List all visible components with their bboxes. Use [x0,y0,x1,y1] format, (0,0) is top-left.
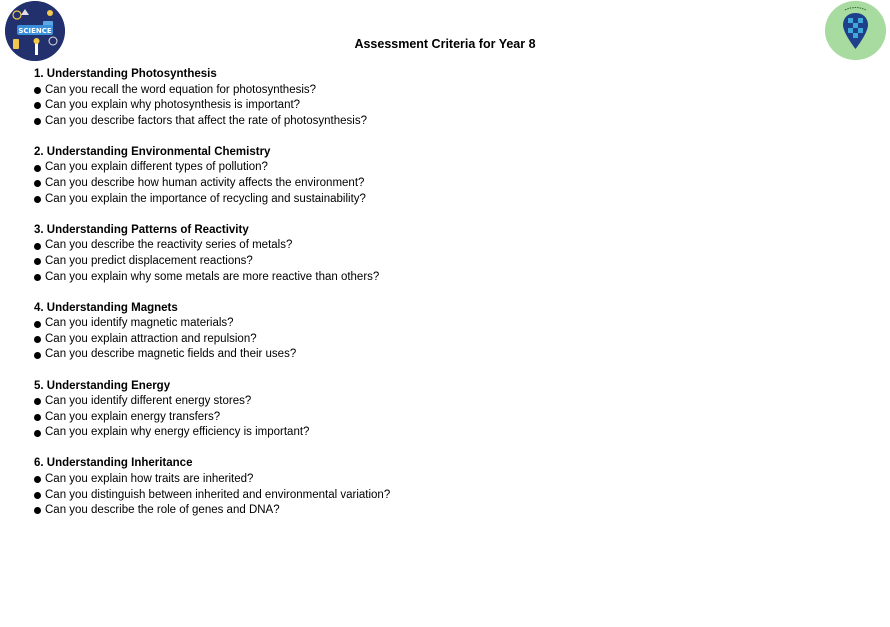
criteria-section [34,379,854,441]
criteria-section [34,223,854,285]
question-item [34,347,854,363]
section-heading: 1. Understanding Photosynthesis [34,68,217,80]
question-item [34,394,854,410]
bullet-icon [34,507,41,514]
criteria-section [34,67,854,129]
question-text: Can you explain why photosynthesis is important? [45,99,301,112]
bullet-icon [34,398,41,405]
question-item [34,192,854,208]
question-list [34,394,854,441]
question-item [34,176,854,192]
question-item [34,472,854,488]
question-text: Can you describe magnetic fields and their uses? [45,348,297,361]
criteria-section [34,301,854,363]
bullet-icon [34,118,41,125]
question-text: Can you distinguish between inherited and environmental variation? [45,488,391,501]
bullet-icon [34,414,41,421]
section-heading: 3. Understanding Patterns of Reactivity [34,223,249,236]
science-logo [5,1,65,61]
question-list [34,83,854,130]
question-list [34,238,854,285]
question-text: Can you describe factors that affect the rate of photosynthesis? [45,114,367,127]
bullet-icon [34,321,41,328]
science-logo-icon [5,1,65,61]
criteria-section [34,145,854,207]
question-text: Can you explain how traits are inherited? [45,472,254,485]
question-item [34,270,854,286]
criteria-section [34,456,854,518]
criteria-list [34,67,854,534]
bullet-icon [34,165,41,172]
question-item [34,238,854,254]
section-heading: 2. Understanding Environmental Chemistry [34,145,271,158]
question-text: Can you describe the reactivity series of metals? [45,239,293,252]
question-item [34,332,854,348]
question-text: Can you recall the word equation for photosynthesis? [45,83,317,96]
bullet-icon [34,180,41,187]
bullet-icon [34,274,41,281]
bullet-icon [34,336,41,343]
bullet-icon [34,352,41,359]
question-text: Can you describe the role of genes and DNA? [45,504,280,517]
question-text: Can you explain energy transfers? [45,410,221,423]
question-text: Can you explain the importance of recycling and sustainability? [45,192,366,205]
question-list [34,316,854,363]
section-heading: 4. Understanding Magnets [34,301,178,314]
question-item [34,83,854,99]
question-item [34,98,854,114]
bullet-icon [34,476,41,483]
bullet-icon [34,196,41,203]
bullet-icon [34,87,41,94]
question-list [34,472,854,519]
bullet-icon [34,243,41,250]
question-item [34,410,854,426]
bullet-icon [34,102,41,109]
question-text: Can you describe how human activity affects the environment? [45,177,365,190]
section-heading: 5. Understanding Energy [34,379,171,392]
question-item [34,114,854,130]
bullet-icon [34,492,41,499]
section-heading: 6. Understanding Inheritance [34,457,193,470]
question-item [34,488,854,504]
question-item [34,503,854,519]
question-text: Can you explain why energy efficiency is important? [45,426,310,439]
question-item [34,425,854,441]
question-item [34,160,854,176]
question-text: Can you explain different types of pollution? [45,161,268,174]
bullet-icon [34,258,41,265]
question-text: Can you predict displacement reactions? [45,254,253,267]
question-text: Can you explain why some metals are more reactive than others? [45,270,380,283]
svg-text:SCIENCE: SCIENCE [18,26,52,35]
question-text: Can you identify different energy stores? [45,395,252,408]
page-title: Assessment Criteria for Year 8 [354,37,536,51]
question-text: Can you identify magnetic materials? [45,317,234,330]
bullet-icon [34,430,41,437]
question-text: Can you explain attraction and repulsion? [45,332,257,345]
question-item [34,316,854,332]
question-list [34,160,854,207]
question-item [34,254,854,270]
